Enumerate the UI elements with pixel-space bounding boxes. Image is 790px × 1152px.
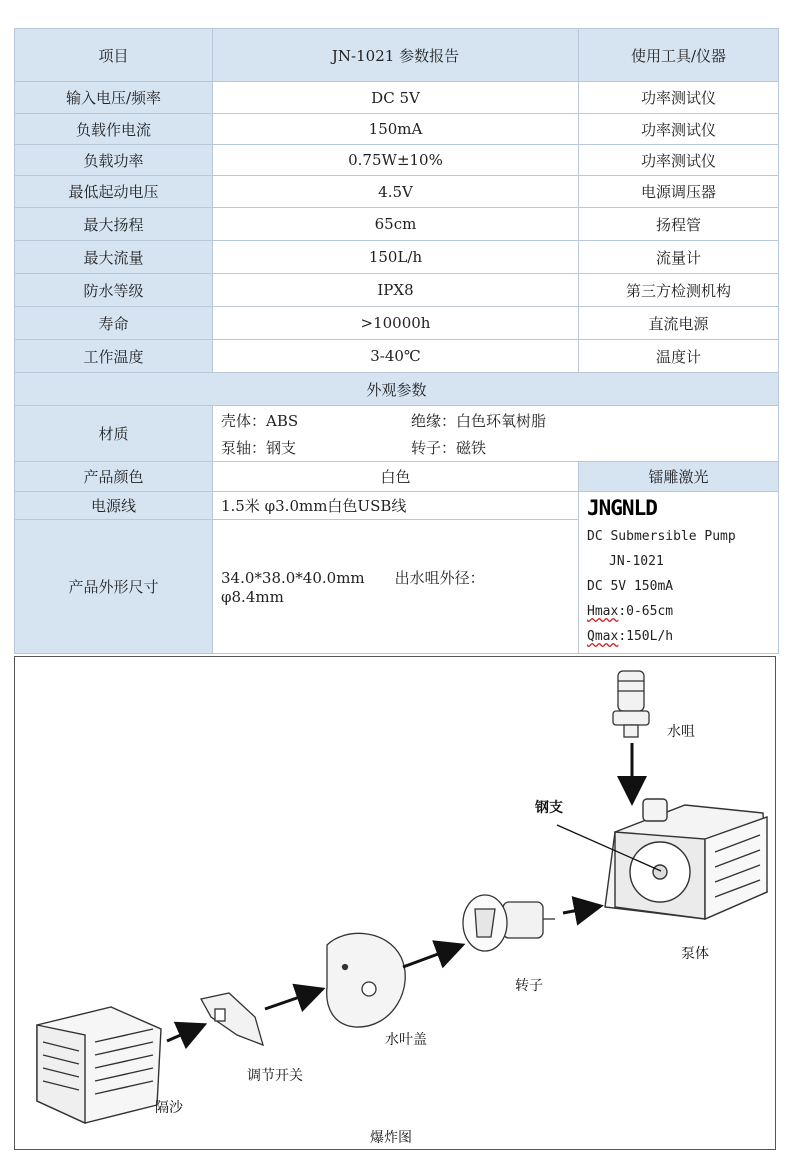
arrow-cover — [403, 947, 457, 967]
spec-table — [14, 28, 779, 654]
label-rotor: 转子 — [515, 978, 543, 994]
row-label: 负载功率 — [15, 145, 213, 176]
row-tool: 直流电源 — [579, 307, 779, 340]
label-sand-guard: 隔沙 — [155, 1100, 183, 1116]
label-shaft: 钢支 — [535, 800, 563, 816]
row-tool: 扬程管 — [579, 208, 779, 241]
row-label: 输入电压/频率 — [15, 82, 213, 114]
sand-guard-part — [37, 1007, 161, 1123]
material-shell: 壳体：ABS — [221, 411, 299, 430]
brand-logo — [587, 496, 675, 518]
table-row — [15, 145, 779, 176]
hmax-value: :0-65cm — [618, 604, 674, 619]
appearance-title: 外观参数 — [15, 373, 779, 406]
row-tool: 流量计 — [579, 241, 779, 274]
label-body: 泵体 — [681, 946, 709, 962]
dimensions-value — [213, 520, 579, 654]
diagram-caption: 爆炸图 — [370, 1130, 412, 1146]
switch-part — [201, 993, 263, 1045]
label-line-3: DC 5V 150mA — [587, 579, 674, 594]
material-rotor: 转子：磁铁 — [411, 438, 487, 457]
label-switch: 调节开关 — [247, 1068, 303, 1084]
label-nozzle: 水咀 — [667, 724, 695, 740]
table-row — [15, 114, 779, 145]
row-value: >10000h — [213, 307, 579, 340]
label-line-qmax — [587, 624, 770, 649]
hmax-key: Hmax — [587, 604, 619, 619]
table-row — [15, 307, 779, 340]
table-row — [15, 340, 779, 373]
cable-value: 1.5米 φ3.0mm白色USB线 — [213, 492, 579, 520]
exploded-drawing — [15, 657, 775, 1149]
material-row — [15, 406, 779, 462]
row-tool: 第三方检测机构 — [579, 274, 779, 307]
table-row — [15, 176, 779, 208]
material-details — [213, 406, 779, 462]
label-line-hmax — [587, 599, 770, 624]
dimensions-outlet: 出水咀外径： φ8.4mm — [221, 569, 485, 606]
cable-label: 电源线 — [15, 492, 213, 520]
arrow-switch — [265, 991, 317, 1009]
pump-body-part — [605, 799, 767, 919]
logo-text: JNGNLD — [587, 496, 657, 518]
impeller-cover-part — [327, 933, 406, 1027]
arrow-rotor — [563, 907, 595, 913]
row-tool: 功率测试仪 — [579, 145, 779, 176]
cable-row — [15, 492, 779, 520]
engrave-label — [579, 492, 779, 654]
color-value: 白色 — [213, 462, 579, 492]
row-tool: 功率测试仪 — [579, 82, 779, 114]
row-value: 65cm — [213, 208, 579, 241]
label-impeller-cover: 水叶盖 — [385, 1032, 427, 1048]
rotor-part — [463, 895, 555, 951]
row-value: 0.75W±10% — [213, 145, 579, 176]
row-label: 防水等级 — [15, 274, 213, 307]
row-value: 150L/h — [213, 241, 579, 274]
row-label: 最大流量 — [15, 241, 213, 274]
row-value: 150mA — [213, 114, 579, 145]
engrave-title: 镭雕激光 — [579, 462, 779, 492]
row-label: 最低起动电压 — [15, 176, 213, 208]
row-tool: 温度计 — [579, 340, 779, 373]
material-shaft: 泵轴：钢支 — [221, 438, 297, 457]
color-row — [15, 462, 779, 492]
label-line-2: JN-1021 — [609, 554, 664, 569]
table-header-row — [15, 29, 779, 82]
nozzle-part — [613, 671, 649, 737]
row-value: 4.5V — [213, 176, 579, 208]
row-value: DC 5V — [213, 82, 579, 114]
row-value: 3-40℃ — [213, 340, 579, 373]
appearance-section-row — [15, 373, 779, 406]
dimensions-size: 34.0*38.0*40.0mm — [221, 569, 365, 587]
table-row — [15, 241, 779, 274]
table-row — [15, 274, 779, 307]
row-label: 负载作电流 — [15, 114, 213, 145]
dimensions-label: 产品外形尺寸 — [15, 520, 213, 654]
row-value: IPX8 — [213, 274, 579, 307]
material-insulation: 绝缘：白色环氧树脂 — [411, 411, 547, 430]
color-label: 产品颜色 — [15, 462, 213, 492]
row-label: 最大扬程 — [15, 208, 213, 241]
exploded-diagram — [14, 656, 776, 1150]
table-row — [15, 82, 779, 114]
header-tools: 使用工具/仪器 — [579, 29, 779, 82]
qmax-key: Qmax — [587, 629, 619, 644]
material-label: 材质 — [15, 406, 213, 462]
label-line-1: DC Submersible Pump — [587, 529, 736, 544]
arrow-sand-guard — [167, 1027, 199, 1041]
qmax-value: :150L/h — [618, 629, 674, 644]
row-label: 寿命 — [15, 307, 213, 340]
row-tool: 功率测试仪 — [579, 114, 779, 145]
row-label: 工作温度 — [15, 340, 213, 373]
header-report: JN-1021 参数报告 — [213, 29, 579, 82]
row-tool: 电源调压器 — [579, 176, 779, 208]
table-row — [15, 208, 779, 241]
header-item: 项目 — [15, 29, 213, 82]
